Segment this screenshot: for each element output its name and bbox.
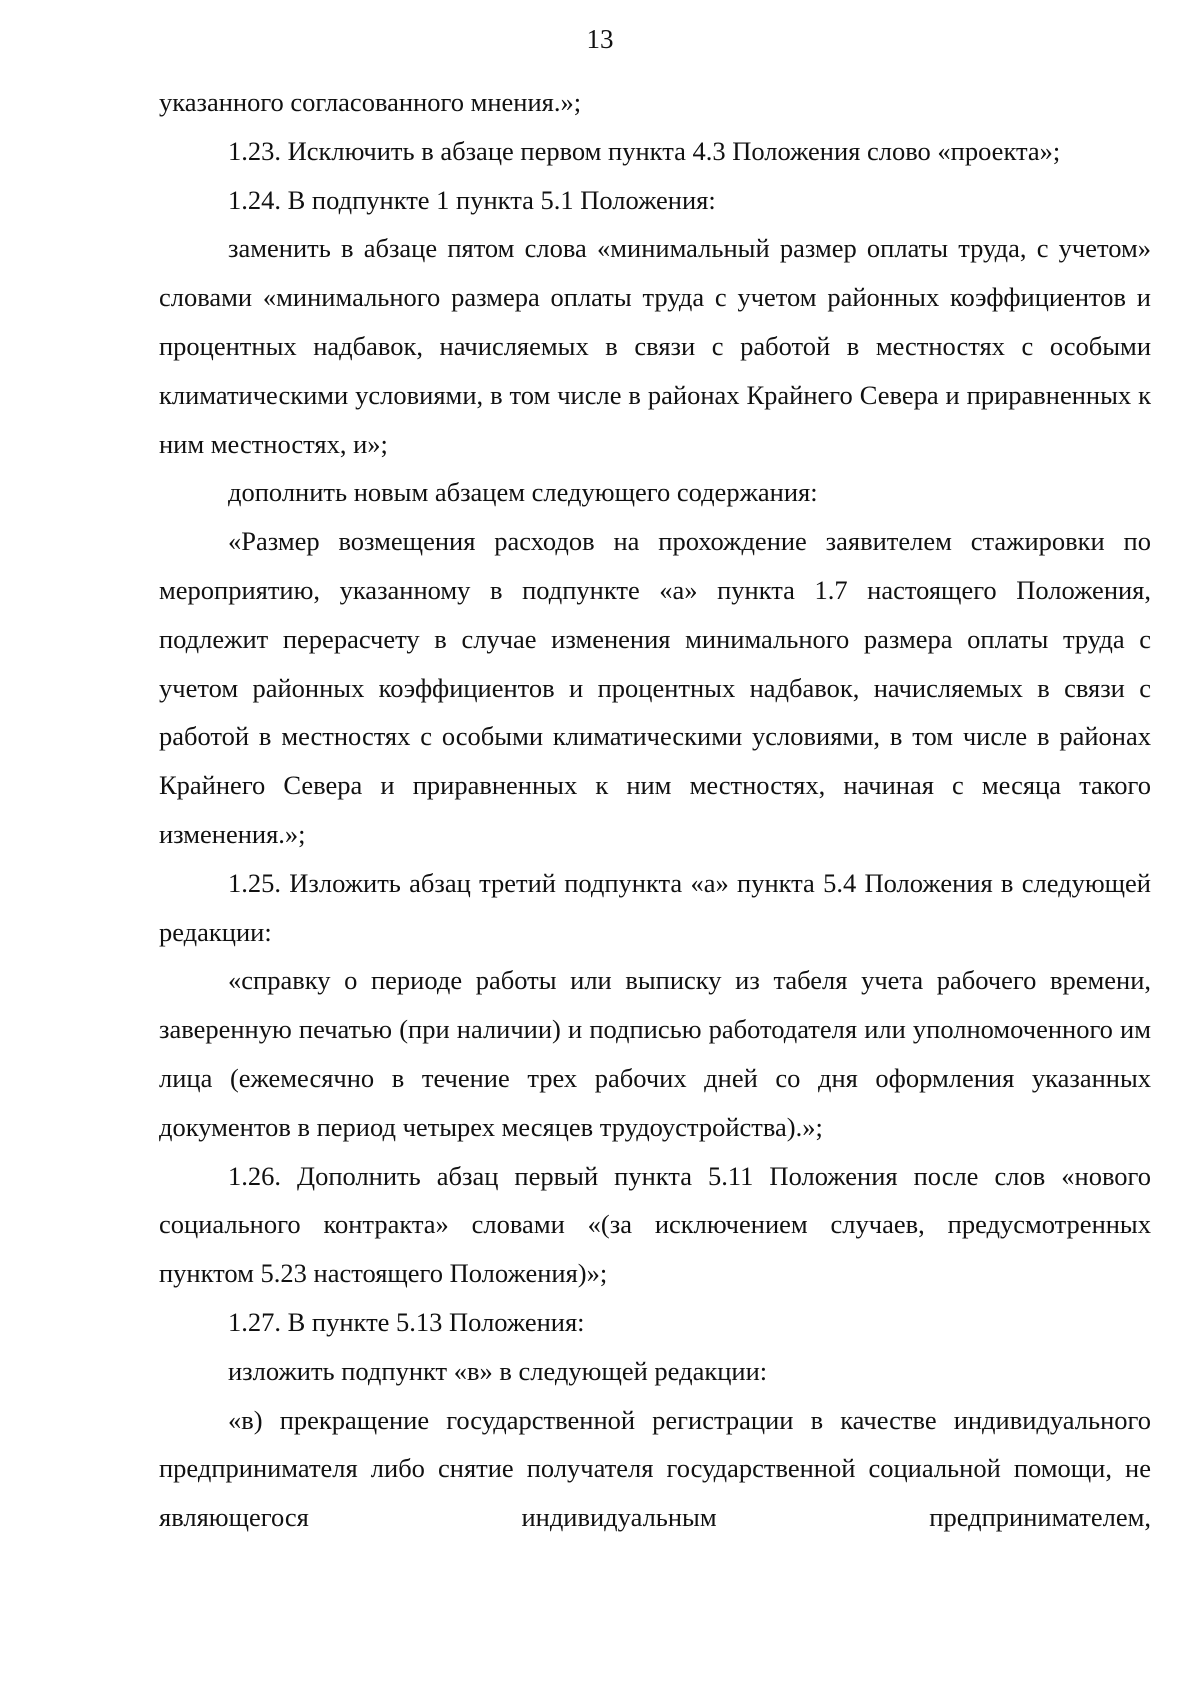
paragraph: дополнить новым абзацем следующего содержания:: [228, 477, 818, 508]
paragraph: заменить в абзаце пятом слова «минимальный размер оплаты труда, с учетом» словами «минимального размера оплаты труда с учетом районных коэффициентов и процентных надбавок, начисляемых в связи с работой в местностях с особыми климатическими условиями, в том числе в районах Крайнего Севера и приравненных к ним местностях, и»;: [159, 233, 1151, 459]
paragraph: «Размер возмещения расходов на прохождение заявителем стажировки по мероприятию, указанному в подпункте «а» пункта 1.7 настоящего Положения, подлежит перерасчету в случае изменения минимального размера оплаты труда с учетом районных коэффициентов и процентных надбавок, начисляемых в связи с работой в местностях с особыми климатическими условиями, в том числе в районах Крайнего Севера и приравненных к ним местностях, начиная с месяца такого изменения.»;: [159, 526, 1151, 849]
paragraph: указанного согласованного мнения.»;: [159, 87, 582, 117]
paragraph: 1.24. В подпункте 1 пункта 5.1 Положения:: [228, 184, 716, 215]
paragraph: 1.23. Исключить в абзаце первом пункта 4.3 Положения слово «проекта»;: [228, 135, 1061, 166]
document-body: [159, 78, 1151, 1542]
paragraph: 1.26. Дополнить абзац первый пункта 5.11 Положения после слов «нового социального контракта» словами «(за исключением случаев, предусмотренных пунктом 5.23 настоящего Положения)»;: [159, 1160, 1151, 1289]
paragraph: «в) прекращение государственной регистрации в качестве индивидуального предпринимателя либо снятие получателя государственной социальной помощи, не являющегося индивидуальным предпринимателем,: [159, 1404, 1151, 1533]
paragraph: 1.27. В пункте 5.13 Положения:: [228, 1306, 585, 1337]
paragraph: 1.25. Изложить абзац третий подпункта «а» пункта 5.4 Положения в следующей редакции:: [159, 867, 1151, 947]
paragraph: «справку о периоде работы или выписку из табеля учета рабочего времени, заверенную печатью (при наличии) и подписью работодателя или уполномоченного им лица (ежемесячно в течение трех рабочих дней со дня оформления указанных документов в период четырех месяцев трудоустройства).»;: [159, 965, 1151, 1142]
page-number: 13: [586, 24, 614, 54]
paragraph: изложить подпункт «в» в следующей редакции:: [228, 1355, 768, 1386]
